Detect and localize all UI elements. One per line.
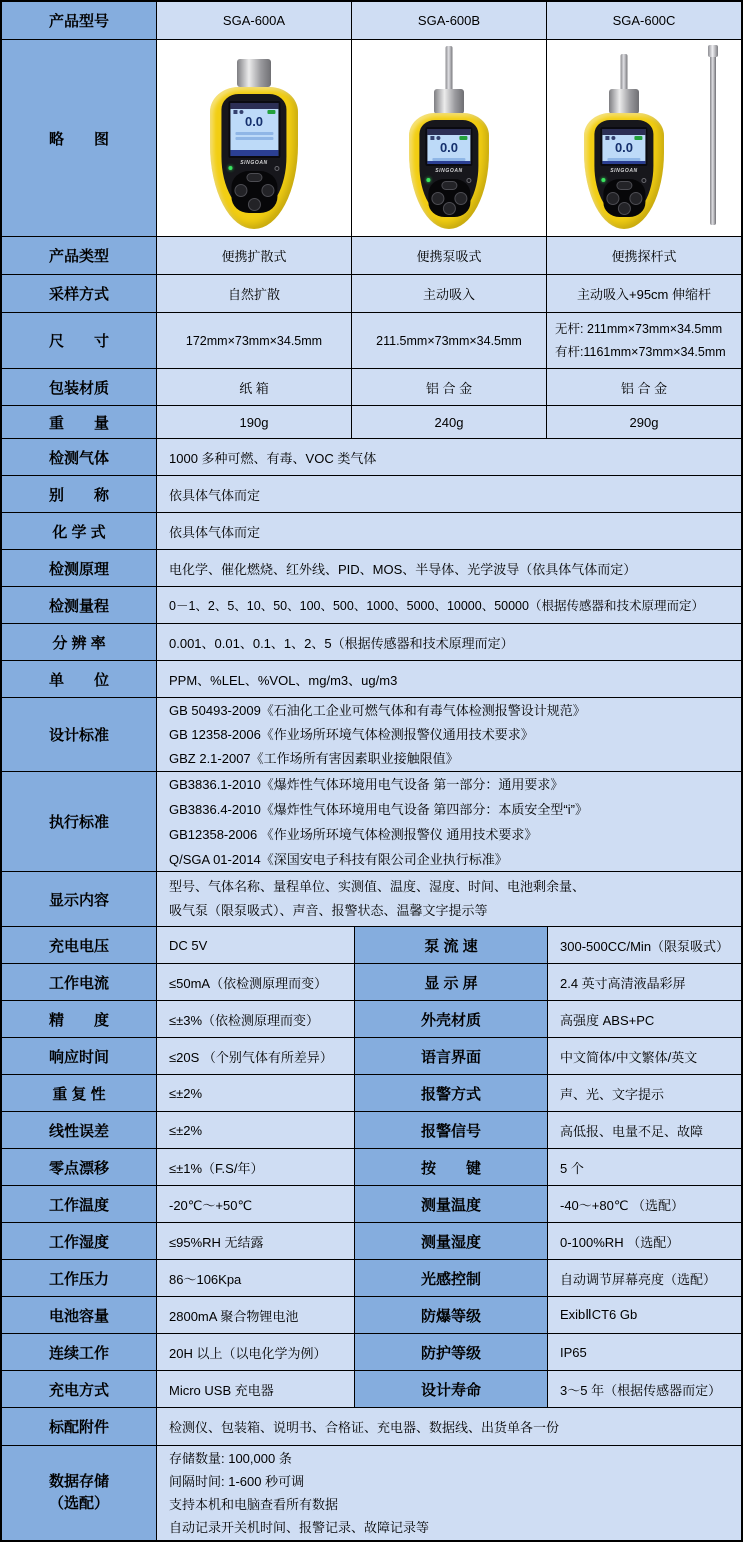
row-label: 单 位 [2,661,156,697]
cell-value: 290g [546,406,741,438]
row-label: 重 量 [2,406,156,438]
size-with-rod: 有杆:1161mm×73mm×34.5mm [555,344,726,359]
cell-value: 自然扩散 [156,275,351,312]
sensor-cap [237,59,271,87]
cell-value: ≤20S （个别气体有所差异） [156,1038,354,1074]
row-label: 充电方式 [2,1371,156,1407]
row-label: 光感控制 [354,1260,547,1296]
device-body [409,113,489,229]
cell-value: 211.5mm×73mm×34.5mm [351,313,546,368]
row-label [2,1446,156,1540]
device-face [594,120,653,217]
row-label: 分 辨 率 [2,624,156,660]
screen-reading: 0.0 [439,140,459,155]
row-alias [2,476,741,513]
row-label: 线性误差 [2,1112,156,1148]
brand-label: SINGOAN [610,168,638,175]
screen-reading: 0.0 [244,114,264,129]
row-chemical-formula [2,513,741,550]
row-label: 精 度 [2,1001,156,1037]
row-resolution [2,624,741,661]
cell-value: 2.4 英寸高清液晶彩屏 [547,964,741,1000]
row-label: 测量湿度 [354,1223,547,1259]
device-photo-sga600b [351,40,546,236]
row-label: 工作压力 [2,1260,156,1296]
row-label: 报警方式 [354,1075,547,1111]
standard-line: GB12358-2006 《作业场所环境气体检测报警仪 通用技术要求》 [169,826,538,842]
row-label: 标配附件 [2,1408,156,1445]
gas-detector-diffusion-image [202,45,306,231]
down-button [443,202,456,215]
device-photo-sga600c [546,40,741,236]
gas-detector-pump-image [397,45,501,231]
cell-value: ≤±2% [156,1112,354,1148]
cell-value: 铝 合 金 [351,369,546,405]
down-button [618,202,631,215]
standard-line: GB3836.1-2010《爆炸性气体环境用电气设备 第一部分：通用要求》 [169,776,564,792]
menu-button [246,173,262,182]
storage-line: 自动记录开关机时间、报警记录、故障记录等 [169,1520,430,1535]
row-detection-range [2,587,741,624]
device-buttons [428,179,470,217]
row-weight [2,406,741,439]
screen-info-line [235,132,273,135]
row-label: 化 学 式 [2,513,156,549]
row-label: 包装材质 [2,369,156,405]
row-label: 显示内容 [2,872,156,926]
size-no-rod: 无杆: 211mm×73mm×34.5mm [555,321,723,336]
row-label: 语言界面 [354,1038,547,1074]
device-screen [600,127,647,166]
device-buttons [603,179,645,217]
cell-value: 主动吸入+95cm 伸缩杆 [546,275,741,312]
row-label: 采样方式 [2,275,156,312]
row-label: 外壳材质 [354,1001,547,1037]
gas-detector-rod-image [572,45,676,231]
cell-value: -40～+80℃ （选配） [547,1186,741,1222]
model-name-c: SGA-600C [546,2,741,39]
cell-value: 便携扩散式 [156,237,351,274]
cell-value: ≤95%RH 无结露 [156,1223,354,1259]
row-label-line: 数据存储 [48,1473,109,1490]
cell-value [156,1446,741,1540]
row-accuracy-shell-material [2,1001,741,1038]
row-label: 测量温度 [354,1186,547,1222]
row-units [2,661,741,698]
cell-value: 300-500CC/Min（限泵吸式） [547,927,741,963]
cell-value: 3～5 年（根据传感器而定） [547,1371,741,1407]
cell-value: 0-100%RH （选配） [547,1223,741,1259]
row-working-current-display [2,964,741,1001]
storage-line: 间隔时间: 1-600 秒可调 [169,1474,305,1489]
led-indicator [228,166,232,170]
row-repeatability-alarm-mode [2,1075,741,1112]
cell-value: 纸 箱 [156,369,351,405]
cell-value: 5 个 [547,1149,741,1185]
cell-value: 自动调节屏幕亮度（选配） [547,1260,741,1296]
device-buttons [231,171,277,213]
cell-value: 172mm×73mm×34.5mm [156,313,351,368]
sketch-row [2,40,741,237]
cell-value: 2800mA 聚合物锂电池 [156,1297,354,1333]
device-face [419,120,478,217]
row-label-line: （选配） [48,1495,109,1512]
sensor-cap [609,89,639,114]
device-body [584,113,664,229]
display-line: 型号、气体名称、量程单位、实测值、温度、湿度、时间、电池剩余量、 [169,879,586,894]
row-label: 检测量程 [2,587,156,623]
row-label: 报警信号 [354,1112,547,1148]
row-label: 执行标准 [2,772,156,871]
cell-value: 铝 合 金 [546,369,741,405]
cell-value: 便携探杆式 [546,237,741,274]
row-label: 显 示 屏 [354,964,547,1000]
row-design-standards [2,698,741,772]
power-icon [642,178,647,183]
down-button [247,198,260,211]
row-label: 产品类型 [2,237,156,274]
row-label: 别 称 [2,476,156,512]
cell-value: 86～106Kpa [156,1260,354,1296]
screen-time-bar [427,161,470,167]
device-screen [228,101,280,158]
row-linearity-alarm-signal [2,1112,741,1149]
left-button [431,192,444,205]
cell-value: IP65 [547,1334,741,1370]
standard-line: Q/SGA 01-2014《深国安电子科技有限公司企业执行标准》 [169,851,508,867]
cell-value: 便携泵吸式 [351,237,546,274]
device-screen [425,127,472,166]
row-working-temp-measuring-temp [2,1186,741,1223]
model-name-a: SGA-600A [156,2,351,39]
row-label: 设计寿命 [354,1371,547,1407]
cell-value: 主动吸入 [351,275,546,312]
standard-line: GB 50493-2009《石油化工企业可燃气体和有毒气体检测报警设计规范》 [169,702,586,718]
cell-value: 0－1、2、5、10、50、100、500、1000、5000、10000、50000（根据传感器和技术原理而定） [156,587,741,623]
row-label: 连续工作 [2,1334,156,1370]
cell-value: 依具体气体而定 [156,476,741,512]
right-button [629,192,642,205]
sampling-probe [621,54,628,93]
row-label: 泵 流 速 [354,927,547,963]
cell-value: Micro USB 充电器 [156,1371,354,1407]
screen-info-line [235,137,273,140]
cell-value [156,872,741,926]
row-response-time-language [2,1038,741,1075]
row-product-type [2,237,741,275]
row-label: 电池容量 [2,1297,156,1333]
cell-value: ≤50mA（依检测原理而变） [156,964,354,1000]
row-label: 按 键 [354,1149,547,1185]
cell-value: 190g [156,406,351,438]
cell-value: 高强度 ABS+PC [547,1001,741,1037]
cell-value [156,698,741,771]
left-button [234,184,247,197]
row-label: 检测气体 [2,439,156,475]
row-continuous-work-protection [2,1334,741,1371]
row-detection-principle [2,550,741,587]
row-label: 工作湿度 [2,1223,156,1259]
row-working-humidity-measuring-humidity [2,1223,741,1260]
row-label: 设计标准 [2,698,156,771]
cell-value [546,313,741,368]
cell-value: 高低报、电量不足、故障 [547,1112,741,1148]
menu-button [441,181,457,190]
cell-value: 1000 多种可燃、有毒、VOC 类气体 [156,439,741,475]
standard-line: GB3836.4-2010《爆炸性气体环境用电气设备 第四部分：本质安全型“i”》 [169,801,588,817]
device-photo-sga600a [156,40,351,236]
row-battery-explosion-proof [2,1297,741,1334]
cell-value: 声、光、文字提示 [547,1075,741,1111]
led-indicator [426,178,430,182]
row-detected-gas [2,439,741,476]
sampling-probe [446,46,453,93]
row-label: 重 复 性 [2,1075,156,1111]
cell-value: 0.001、0.01、0.1、1、2、5（根据传感器和技术原理而定） [156,624,741,660]
standard-line: GB 12358-2006《作业场所环境气体检测报警仪通用技术要求》 [169,726,534,742]
cell-value: 240g [351,406,546,438]
cell-value: ≤±2% [156,1075,354,1111]
cell-value: 依具体气体而定 [156,513,741,549]
row-label: 零点漂移 [2,1149,156,1185]
header-row [2,2,741,40]
cell-value: ExibⅡCT6 Gb [547,1297,741,1333]
cell-value: ≤±3%（依检测原理而变） [156,1001,354,1037]
row-label: 防护等级 [354,1334,547,1370]
device-body [210,87,298,229]
power-icon [275,166,280,171]
sensor-cap [434,89,464,114]
cell-value: 中文简体/中文繁体/英文 [547,1038,741,1074]
cell-value: DC 5V [156,927,354,963]
row-charge-voltage-pump-flow [2,927,741,964]
storage-line: 存储数量: 100,000 条 [169,1451,292,1466]
model-name-b: SGA-600B [351,2,546,39]
screen-reading: 0.0 [614,140,634,155]
row-data-storage [2,1446,741,1540]
cell-value [156,772,741,871]
row-label: 工作电流 [2,964,156,1000]
cell-value: 电化学、催化燃烧、红外线、PID、MOS、半导体、光学波导（依具体气体而定） [156,550,741,586]
device-face [221,94,286,213]
cell-value: PPM、%LEL、%VOL、mg/m3、ug/m3 [156,661,741,697]
row-standard-accessories [2,1408,741,1446]
row-zero-drift-buttons [2,1149,741,1186]
display-line: 吸气泵（限泵吸式）、声音、报警状态、温馨文字提示等 [169,903,488,918]
screen-time-bar [602,161,645,167]
led-indicator [601,178,605,182]
row-label-product-model: 产品型号 [2,2,156,39]
storage-line: 支持本机和电脑查看所有数据 [169,1497,339,1512]
row-label: 响应时间 [2,1038,156,1074]
row-working-pressure-light-control [2,1260,741,1297]
row-label: 尺 寸 [2,313,156,368]
row-execution-standards [2,772,741,872]
row-label-sketch: 略 图 [2,40,156,236]
cell-value: 20H 以上（以电化学为例） [156,1334,354,1370]
brand-label: SINGOAN [435,168,463,175]
right-button [454,192,467,205]
row-label: 防爆等级 [354,1297,547,1333]
screen-time-bar [230,150,278,156]
right-button [261,184,274,197]
cell-value: ≤±1%（F.S/年） [156,1149,354,1185]
menu-button [616,181,632,190]
row-label: 检测原理 [2,550,156,586]
row-dimensions [2,313,741,369]
cell-value: 检测仪、包装箱、说明书、合格证、充电器、数据线、出货单各一份 [156,1408,741,1445]
cell-value: -20℃～+50℃ [156,1186,354,1222]
telescopic-rod [710,47,716,225]
row-packing-material [2,369,741,406]
row-display-content [2,872,741,927]
row-label: 工作温度 [2,1186,156,1222]
row-label: 充电电压 [2,927,156,963]
row-charging-method-design-life [2,1371,741,1408]
brand-label: SINGOAN [240,160,268,167]
standard-line: GBZ 2.1-2007《工作场所有害因素职业接触限值》 [169,750,459,766]
left-button [606,192,619,205]
row-sampling-method [2,275,741,313]
power-icon [467,178,472,183]
